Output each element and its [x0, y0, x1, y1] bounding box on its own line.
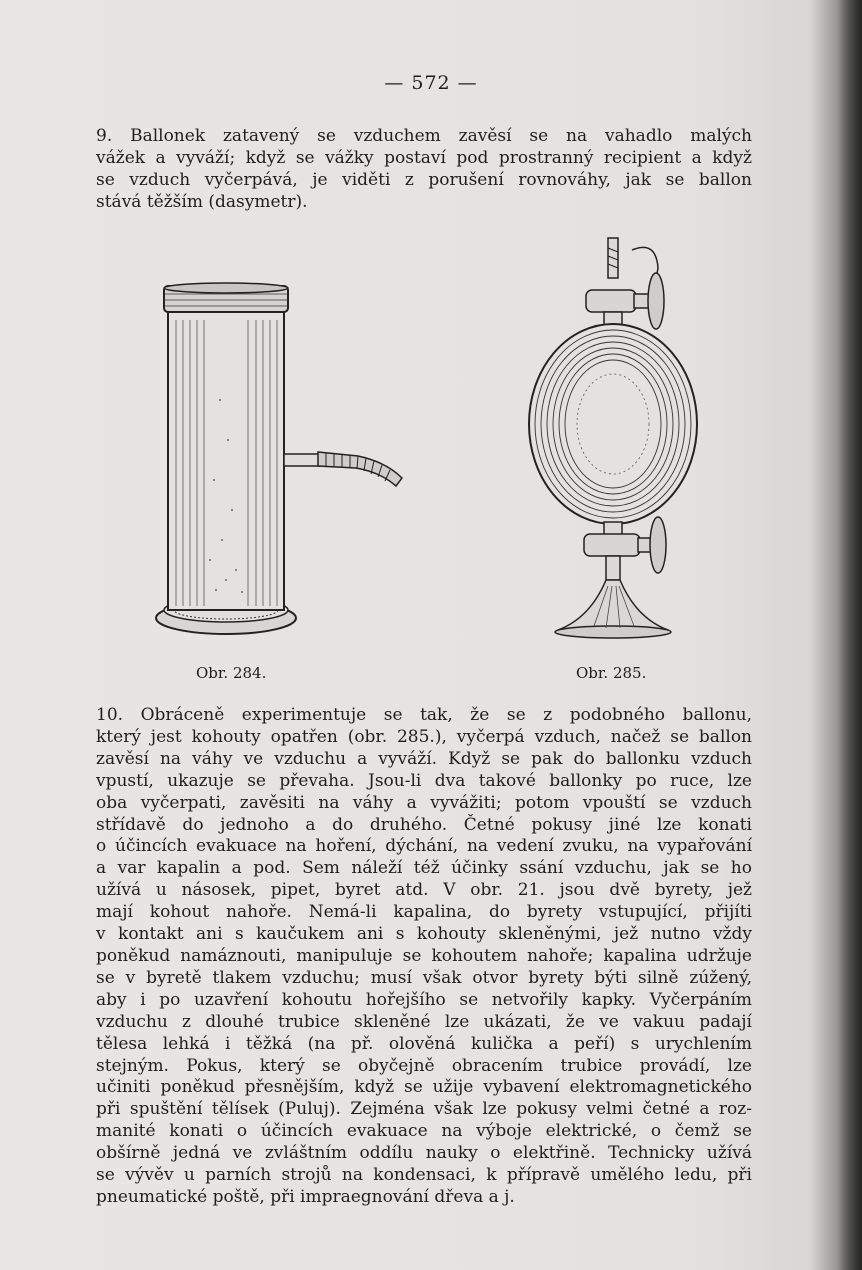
text-line: manité konati o účincích evakuace na výboje elektrické, o čemž se	[96, 1121, 752, 1142]
text-line: vážek a vyváží; když se vážky postaví pod prostranný recipient a když	[96, 147, 752, 168]
text-line: se vývěv u parních strojů na kondensaci, k přípravě umělého ledu, při	[96, 1165, 752, 1186]
text-line: vzduchu z dlouhé trubice skleněné lze ukázati, že ve vakuu padají	[96, 1011, 752, 1032]
text-line: se vzduch vyčerpává, je viděti z porušení rovnováhy, jak se ballon	[96, 169, 752, 190]
paragraph-10	[96, 705, 752, 1209]
text-line: který jest kohouty opatřen (obr. 285.), vyčerpá vzduch, načež se ballon	[96, 726, 752, 747]
text-line: zavěsí na váhy ve vzduchu a vyváží. Když se pak do ballonku vzduch	[96, 748, 752, 769]
text-line: tělesa lehká i těžká (na př. olověná kulička a peří) s urychlením	[96, 1033, 752, 1054]
page-gutter-shadow	[838, 0, 862, 1270]
text-line: obšírně jedná ve zvláštním oddílu nauky o elektřině. Technicky užívá	[96, 1143, 752, 1164]
text-line: a var kapalin a pod. Sem náleží též účinky ssání vzduchu, jak se ho	[96, 858, 752, 879]
paragraph-9	[96, 126, 752, 214]
text-line: učiniti poněkud přesnějším, když se užije vybavení elektromagnetického	[96, 1077, 752, 1098]
text-line: stejným. Pokus, který se obyčejně obracením trubice provádí, lze	[96, 1055, 752, 1076]
text-line: pneumatické poště, při impraegnování dřeva a j.	[96, 1186, 515, 1207]
text-line: při spuštění tělísek (Puluj). Zejména však lze pokusy velmi četné a roz-	[96, 1099, 752, 1120]
page-number: — 572 —	[384, 72, 478, 94]
text-line: stává těžším (dasymetr).	[96, 191, 308, 212]
text-line: se v byretě tlakem vzduchu; musí však otvor byrety býti silně zúžený,	[96, 967, 752, 988]
glass-cylinder-illustration	[150, 280, 410, 650]
text-line: poněkud namáznouti, manipuluje se kohoutem nahoře; kapalina udržuje	[96, 945, 752, 966]
figure-284-glass-cylinder	[150, 280, 410, 650]
text-line: aby i po uzavření kohoutu hořejšího se netvořily kapky. Vyčerpáním	[96, 989, 752, 1010]
caption-figure-285: Obr. 285.	[576, 664, 647, 682]
text-line: vpustí, ukazuje se převaha. Jsou-li dva takové ballonky po ruce, lze	[96, 770, 752, 791]
text-line: střídavě do jednoho a do druhého. Četné pokusy jiné lze konati	[96, 814, 752, 835]
text-line: v kontakt ani s kaučukem ani s kohouty skleněnými, jež nutno vždy	[96, 924, 752, 945]
text-line: o účincích evakuace na hoření, dýchání, na vedení zvuku, na vypařování	[96, 836, 752, 857]
text-line: 10. Obráceně experimentuje se tak, že se z podobného ballonu,	[96, 705, 752, 725]
figure-285-glass-balloon	[520, 234, 700, 644]
text-line: 9. Ballonek zatavený se vzduchem zavěsí se na vahadlo malých	[96, 126, 752, 146]
caption-figure-284: Obr. 284.	[196, 664, 267, 682]
text-line: užívá u násosek, pipet, byret atd. V obr. 21. jsou dvě byrety, jež	[96, 880, 752, 901]
text-line: oba vyčerpati, zavěsiti na váhy a vyvážiti; potom vpouští se vzduch	[96, 792, 752, 813]
text-line: mají kohout nahoře. Nemá-li kapalina, do byrety vstupující, přijíti	[96, 902, 752, 923]
glass-balloon-illustration	[520, 234, 700, 644]
